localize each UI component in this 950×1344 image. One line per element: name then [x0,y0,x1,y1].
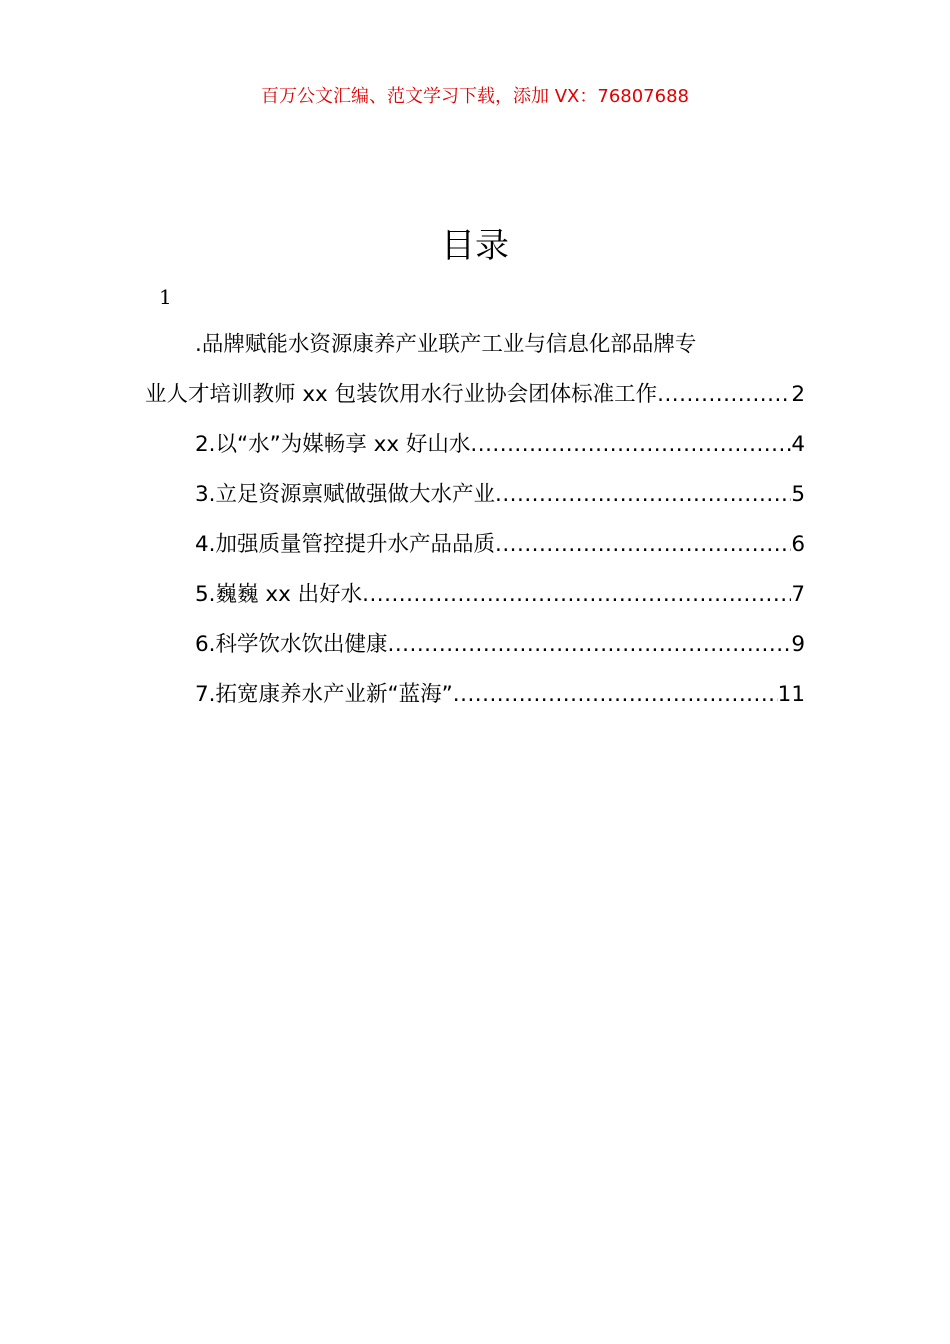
toc-entry-label: 6.科学饮水饮出健康 [195,632,388,657]
toc-page-number: 11 [777,682,805,707]
toc-entry-5[interactable] [145,570,805,620]
toc-dot-leader [388,620,792,670]
table-of-contents [145,320,805,720]
toc-dot-leader [453,670,778,720]
toc-entry-label: 4.加强质量管控提升水产品品质 [195,532,496,557]
toc-dot-leader [495,470,791,520]
toc-dot-leader [657,370,791,420]
toc-page-number: 4 [791,432,805,457]
toc-entry-4[interactable] [145,520,805,570]
page-title: 目录 [441,226,509,266]
toc-entry-3[interactable] [145,470,805,520]
toc-entry-6[interactable] [145,620,805,670]
toc-dot-leader [470,420,791,470]
toc-page-number: 5 [791,482,805,507]
toc-entry-1-line-1[interactable]: .品牌赋能水资源康养产业联产工业与信息化部品牌专 [195,332,697,357]
toc-page-number: 2 [791,382,805,407]
toc-dot-leader [362,570,791,620]
toc-entry-2[interactable] [145,420,805,470]
toc-entry-label: 7.拓宽康养水产业新“蓝海” [195,682,453,707]
toc-entry-7[interactable] [145,670,805,720]
toc-entry-label: 2.以“水”为媒畅享 xx 好山水 [195,432,471,457]
toc-entry-label: 业人才培训教师 xx 包装饮用水行业协会团体标准工作 [145,382,658,407]
toc-entry-label: 3.立足资源禀赋做强做大水产业 [195,482,496,507]
toc-entry-1-line-2[interactable] [145,370,805,420]
toc-page-number: 6 [791,532,805,557]
toc-page-number: 7 [791,582,805,607]
toc-entry-label: 5.巍巍 xx 出好水 [195,582,363,607]
toc-page-number: 9 [791,632,805,657]
header-notice: 百万公文汇编、范文学习下载，添加 VX：76807688 [261,86,689,107]
page-number-marker: 1 [159,285,172,309]
toc-dot-leader [495,520,791,570]
